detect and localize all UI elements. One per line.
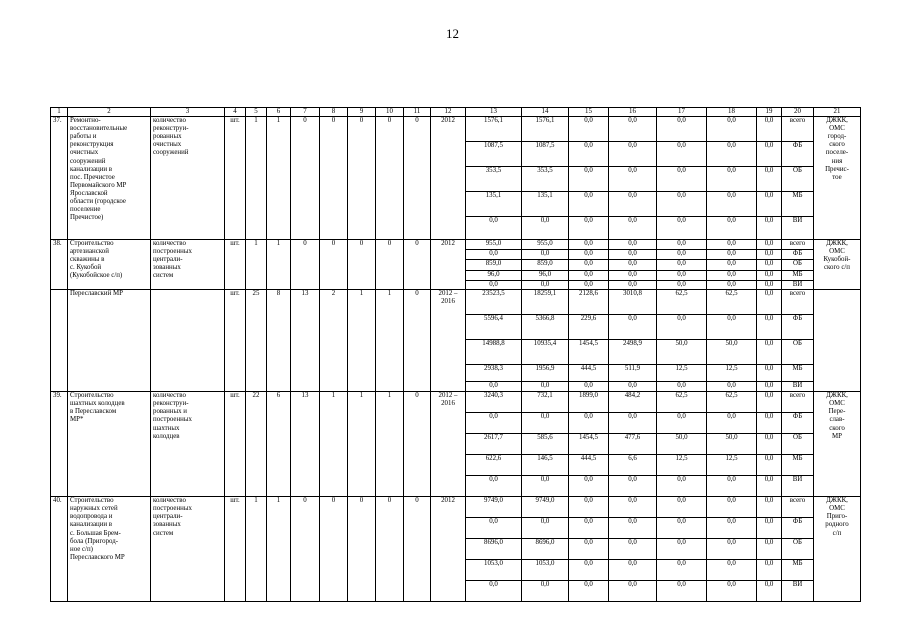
amount-cell: 0,0 bbox=[466, 281, 522, 290]
amount-cell: 0,0 bbox=[707, 117, 757, 142]
amount-cell: 0,0 bbox=[609, 142, 657, 167]
amount-cell: 12,5 bbox=[707, 455, 757, 476]
executor-cell bbox=[814, 290, 861, 392]
amount-cell: 0,0 bbox=[757, 117, 782, 142]
amount-cell: 955,0 bbox=[466, 240, 522, 250]
amount-cell: 0,0 bbox=[466, 382, 522, 392]
value-cell: 13 bbox=[291, 392, 320, 497]
unit-cell: шт. bbox=[225, 117, 246, 240]
amount-cell: 0,0 bbox=[657, 240, 707, 250]
amount-cell: 0,0 bbox=[522, 382, 569, 392]
amount-cell: 0,0 bbox=[522, 413, 569, 434]
row-number: 39. bbox=[51, 392, 68, 497]
indicator-name bbox=[151, 290, 225, 392]
column-number: 7 bbox=[291, 108, 320, 117]
source-cell: МБ bbox=[782, 271, 814, 281]
source-cell: ОБ bbox=[782, 434, 814, 455]
amount-cell: 0,0 bbox=[522, 476, 569, 497]
amount-cell: 0,0 bbox=[609, 518, 657, 539]
value-cell: 2 bbox=[320, 290, 348, 392]
column-number: 21 bbox=[814, 108, 861, 117]
amount-cell: 0,0 bbox=[522, 581, 569, 602]
amount-cell: 0,0 bbox=[609, 167, 657, 192]
amount-cell: 0,0 bbox=[657, 539, 707, 560]
value-cell: 0 bbox=[376, 240, 404, 290]
amount-cell: 0,0 bbox=[609, 250, 657, 260]
indicator-name: количество реконструи- рованных очистных сооружений bbox=[151, 117, 225, 240]
amount-cell: 0,0 bbox=[707, 315, 757, 340]
value-cell: 1 bbox=[246, 240, 267, 290]
amount-cell: 0,0 bbox=[609, 281, 657, 290]
amount-cell: 6,6 bbox=[609, 455, 657, 476]
amount-cell: 62,5 bbox=[707, 290, 757, 315]
value-cell: 13 bbox=[291, 290, 320, 392]
amount-cell: 0,0 bbox=[707, 167, 757, 192]
amount-cell: 0,0 bbox=[757, 340, 782, 365]
period-cell: 2012 – 2016 bbox=[431, 290, 466, 392]
amount-cell: 8696,0 bbox=[466, 539, 522, 560]
value-cell: 0 bbox=[348, 240, 376, 290]
amount-cell: 0,0 bbox=[707, 413, 757, 434]
amount-cell: 0,0 bbox=[569, 217, 609, 240]
period-cell: 2012 bbox=[431, 117, 466, 240]
amount-cell: 444,5 bbox=[569, 455, 609, 476]
value-cell: 6 bbox=[267, 392, 291, 497]
amount-cell: 0,0 bbox=[466, 518, 522, 539]
amount-cell: 0,0 bbox=[569, 240, 609, 250]
amount-cell: 2498,9 bbox=[609, 340, 657, 365]
amount-cell: 0,0 bbox=[757, 539, 782, 560]
amount-cell: 0,0 bbox=[466, 217, 522, 240]
column-number: 13 bbox=[466, 108, 522, 117]
amount-cell: 0,0 bbox=[707, 240, 757, 250]
amount-cell: 5366,8 bbox=[522, 315, 569, 340]
amount-cell: 2617,7 bbox=[466, 434, 522, 455]
amount-cell: 0,0 bbox=[657, 382, 707, 392]
amount-cell: 0,0 bbox=[757, 392, 782, 413]
amount-cell: 23523,5 bbox=[466, 290, 522, 315]
value-cell: 0 bbox=[291, 117, 320, 240]
amount-cell: 0,0 bbox=[757, 142, 782, 167]
column-number: 3 bbox=[151, 108, 225, 117]
amount-cell: 9749,0 bbox=[522, 497, 569, 518]
value-cell: 8 bbox=[267, 290, 291, 392]
amount-cell: 1956,9 bbox=[522, 365, 569, 382]
amount-cell: 0,0 bbox=[657, 315, 707, 340]
measure-name: Строительство шахтных колодцев в Переславском МР* bbox=[68, 392, 151, 497]
amount-cell: 0,0 bbox=[657, 250, 707, 260]
source-cell: всего bbox=[782, 290, 814, 315]
amount-cell: 0,0 bbox=[657, 497, 707, 518]
amount-cell: 0,0 bbox=[707, 497, 757, 518]
amount-cell: 0,0 bbox=[757, 167, 782, 192]
amount-cell: 0,0 bbox=[569, 382, 609, 392]
source-cell: ВИ bbox=[782, 281, 814, 290]
amount-cell: 0,0 bbox=[569, 560, 609, 581]
value-cell: 0 bbox=[348, 117, 376, 240]
amount-cell: 477,6 bbox=[609, 434, 657, 455]
column-number: 10 bbox=[376, 108, 404, 117]
amount-cell: 0,0 bbox=[569, 581, 609, 602]
source-cell: ВИ bbox=[782, 581, 814, 602]
source-cell: МБ bbox=[782, 560, 814, 581]
column-number: 14 bbox=[522, 108, 569, 117]
amount-cell: 1899,0 bbox=[569, 392, 609, 413]
row-number: 37. bbox=[51, 117, 68, 240]
amount-cell: 0,0 bbox=[609, 260, 657, 271]
amount-cell: 135,1 bbox=[466, 192, 522, 217]
amount-cell: 1087,5 bbox=[466, 142, 522, 167]
value-cell: 22 bbox=[246, 392, 267, 497]
source-cell: ФБ bbox=[782, 315, 814, 340]
amount-cell: 0,0 bbox=[657, 260, 707, 271]
measure-name: Строительство артезианской скважины в с. Кукобой (Кукобойское с/п) bbox=[68, 240, 151, 290]
value-cell: 0 bbox=[404, 392, 431, 497]
amount-cell: 0,0 bbox=[466, 250, 522, 260]
value-cell: 1 bbox=[348, 290, 376, 392]
amount-cell: 0,0 bbox=[757, 518, 782, 539]
amount-cell: 0,0 bbox=[757, 260, 782, 271]
amount-cell: 353,5 bbox=[522, 167, 569, 192]
source-cell: всего bbox=[782, 240, 814, 250]
amount-cell: 62,5 bbox=[657, 290, 707, 315]
amount-cell: 0,0 bbox=[609, 315, 657, 340]
amount-cell: 18259,1 bbox=[522, 290, 569, 315]
program-table bbox=[50, 107, 861, 602]
executor-cell: ДЖКК, ОМС Приго- родного с/п bbox=[814, 497, 861, 602]
amount-cell: 0,0 bbox=[657, 560, 707, 581]
column-number: 1 bbox=[51, 108, 68, 117]
measure-name: Переславский МР bbox=[68, 290, 151, 392]
amount-cell: 0,0 bbox=[609, 217, 657, 240]
amount-cell: 0,0 bbox=[657, 281, 707, 290]
amount-cell: 0,0 bbox=[657, 581, 707, 602]
source-cell: всего bbox=[782, 117, 814, 142]
executor-cell: ДЖКК, ОМС город- ского поселе- ния Пречис- тое bbox=[814, 117, 861, 240]
amount-cell: 0,0 bbox=[569, 192, 609, 217]
amount-cell: 0,0 bbox=[657, 167, 707, 192]
amount-cell: 0,0 bbox=[657, 271, 707, 281]
amount-cell: 0,0 bbox=[707, 217, 757, 240]
executor-cell: ДЖКК, ОМС Пере- слав- ского МР bbox=[814, 392, 861, 497]
amount-cell: 62,5 bbox=[707, 392, 757, 413]
amount-cell: 0,0 bbox=[569, 539, 609, 560]
amount-cell: 0,0 bbox=[466, 413, 522, 434]
amount-cell: 1576,1 bbox=[466, 117, 522, 142]
amount-cell: 229,6 bbox=[569, 315, 609, 340]
amount-cell: 96,0 bbox=[466, 271, 522, 281]
amount-cell: 0,0 bbox=[609, 539, 657, 560]
value-cell: 0 bbox=[404, 117, 431, 240]
amount-cell: 0,0 bbox=[707, 476, 757, 497]
amount-cell: 50,0 bbox=[657, 340, 707, 365]
amount-cell: 0,0 bbox=[707, 260, 757, 271]
amount-cell: 0,0 bbox=[569, 497, 609, 518]
value-cell: 1 bbox=[320, 392, 348, 497]
column-number: 18 bbox=[707, 108, 757, 117]
column-number: 19 bbox=[757, 108, 782, 117]
amount-cell: 0,0 bbox=[757, 250, 782, 260]
amount-cell: 0,0 bbox=[569, 413, 609, 434]
indicator-name: количество построенных централи- зованных систем bbox=[151, 240, 225, 290]
row-number: 38. bbox=[51, 240, 68, 290]
value-cell: 0 bbox=[348, 497, 376, 602]
amount-cell: 0,0 bbox=[757, 413, 782, 434]
amount-cell: 0,0 bbox=[609, 271, 657, 281]
amount-cell: 0,0 bbox=[609, 476, 657, 497]
column-number: 5 bbox=[246, 108, 267, 117]
amount-cell: 96,0 bbox=[522, 271, 569, 281]
amount-cell: 9749,0 bbox=[466, 497, 522, 518]
table-row bbox=[51, 497, 861, 518]
source-cell: ФБ bbox=[782, 250, 814, 260]
amount-cell: 0,0 bbox=[657, 413, 707, 434]
source-cell: МБ bbox=[782, 192, 814, 217]
amount-cell: 0,0 bbox=[757, 217, 782, 240]
amount-cell: 0,0 bbox=[757, 560, 782, 581]
amount-cell: 0,0 bbox=[757, 271, 782, 281]
table-row bbox=[51, 392, 861, 413]
source-cell: ФБ bbox=[782, 142, 814, 167]
unit-cell: шт. bbox=[225, 497, 246, 602]
amount-cell: 0,0 bbox=[757, 281, 782, 290]
amount-cell: 0,0 bbox=[569, 476, 609, 497]
amount-cell: 0,0 bbox=[657, 192, 707, 217]
source-cell: ФБ bbox=[782, 413, 814, 434]
amount-cell: 585,6 bbox=[522, 434, 569, 455]
amount-cell: 0,0 bbox=[757, 581, 782, 602]
source-cell: ВИ bbox=[782, 217, 814, 240]
amount-cell: 0,0 bbox=[609, 240, 657, 250]
row-number bbox=[51, 290, 68, 392]
unit-cell: шт. bbox=[225, 290, 246, 392]
column-number: 12 bbox=[431, 108, 466, 117]
table-row bbox=[51, 290, 861, 315]
amount-cell: 50,0 bbox=[707, 434, 757, 455]
amount-cell: 1087,5 bbox=[522, 142, 569, 167]
amount-cell: 0,0 bbox=[657, 476, 707, 497]
source-cell: ВИ bbox=[782, 382, 814, 392]
value-cell: 1 bbox=[376, 392, 404, 497]
amount-cell: 0,0 bbox=[569, 250, 609, 260]
amount-cell: 622,6 bbox=[466, 455, 522, 476]
value-cell: 0 bbox=[291, 240, 320, 290]
amount-cell: 2128,6 bbox=[569, 290, 609, 315]
amount-cell: 0,0 bbox=[707, 539, 757, 560]
column-number: 2 bbox=[68, 108, 151, 117]
table-row bbox=[51, 117, 861, 142]
source-cell: ОБ bbox=[782, 167, 814, 192]
column-number-row bbox=[51, 108, 861, 117]
amount-cell: 1454,5 bbox=[569, 434, 609, 455]
indicator-name: количество реконструи- рованных и построенных шахтных колодцев bbox=[151, 392, 225, 497]
value-cell: 1 bbox=[246, 117, 267, 240]
amount-cell: 2938,3 bbox=[466, 365, 522, 382]
period-cell: 2012 – 2016 bbox=[431, 392, 466, 497]
value-cell: 1 bbox=[246, 497, 267, 602]
amount-cell: 50,0 bbox=[707, 340, 757, 365]
amount-cell: 12,5 bbox=[707, 365, 757, 382]
value-cell: 1 bbox=[348, 392, 376, 497]
amount-cell: 0,0 bbox=[757, 434, 782, 455]
amount-cell: 1576,1 bbox=[522, 117, 569, 142]
source-cell: ОБ bbox=[782, 539, 814, 560]
value-cell: 1 bbox=[267, 497, 291, 602]
amount-cell: 0,0 bbox=[569, 142, 609, 167]
amount-cell: 10935,4 bbox=[522, 340, 569, 365]
amount-cell: 12,5 bbox=[657, 365, 707, 382]
value-cell: 0 bbox=[320, 117, 348, 240]
amount-cell: 1454,5 bbox=[569, 340, 609, 365]
amount-cell: 3010,8 bbox=[609, 290, 657, 315]
indicator-name: количество построенных централи- зованных систем bbox=[151, 497, 225, 602]
value-cell: 0 bbox=[404, 290, 431, 392]
period-cell: 2012 bbox=[431, 497, 466, 602]
amount-cell: 484,2 bbox=[609, 392, 657, 413]
amount-cell: 0,0 bbox=[757, 455, 782, 476]
source-cell: всего bbox=[782, 497, 814, 518]
period-cell: 2012 bbox=[431, 240, 466, 290]
amount-cell: 0,0 bbox=[707, 382, 757, 392]
amount-cell: 0,0 bbox=[522, 217, 569, 240]
column-number: 4 bbox=[225, 108, 246, 117]
amount-cell: 8696,0 bbox=[522, 539, 569, 560]
amount-cell: 1053,0 bbox=[466, 560, 522, 581]
amount-cell: 859,0 bbox=[466, 260, 522, 271]
amount-cell: 732,1 bbox=[522, 392, 569, 413]
amount-cell: 3240,3 bbox=[466, 392, 522, 413]
amount-cell: 0,0 bbox=[569, 117, 609, 142]
amount-cell: 0,0 bbox=[757, 497, 782, 518]
amount-cell: 12,5 bbox=[657, 455, 707, 476]
amount-cell: 0,0 bbox=[657, 142, 707, 167]
amount-cell: 0,0 bbox=[707, 581, 757, 602]
value-cell: 0 bbox=[320, 240, 348, 290]
amount-cell: 511,9 bbox=[609, 365, 657, 382]
table-row bbox=[51, 240, 861, 250]
page-number: 12 bbox=[446, 26, 459, 41]
value-cell: 1 bbox=[376, 290, 404, 392]
source-cell: ОБ bbox=[782, 340, 814, 365]
amount-cell: 0,0 bbox=[569, 271, 609, 281]
amount-cell: 955,0 bbox=[522, 240, 569, 250]
amount-cell: 0,0 bbox=[609, 581, 657, 602]
amount-cell: 0,0 bbox=[757, 382, 782, 392]
amount-cell: 62,5 bbox=[657, 392, 707, 413]
amount-cell: 0,0 bbox=[569, 167, 609, 192]
amount-cell: 0,0 bbox=[609, 192, 657, 217]
amount-cell: 0,0 bbox=[466, 581, 522, 602]
amount-cell: 0,0 bbox=[707, 518, 757, 539]
amount-cell: 146,5 bbox=[522, 455, 569, 476]
value-cell: 0 bbox=[320, 497, 348, 602]
amount-cell: 0,0 bbox=[707, 281, 757, 290]
source-cell: МБ bbox=[782, 365, 814, 382]
source-cell: всего bbox=[782, 392, 814, 413]
value-cell: 0 bbox=[404, 497, 431, 602]
source-cell: ОБ bbox=[782, 260, 814, 271]
amount-cell: 0,0 bbox=[707, 192, 757, 217]
value-cell: 25 bbox=[246, 290, 267, 392]
amount-cell: 0,0 bbox=[522, 250, 569, 260]
executor-cell: ДЖКК, ОМС Кукобой- ского с/п bbox=[814, 240, 861, 290]
column-number: 20 bbox=[782, 108, 814, 117]
amount-cell: 50,0 bbox=[657, 434, 707, 455]
value-cell: 0 bbox=[376, 497, 404, 602]
amount-cell: 0,0 bbox=[466, 476, 522, 497]
amount-cell: 0,0 bbox=[609, 497, 657, 518]
amount-cell: 0,0 bbox=[609, 117, 657, 142]
measure-name: Ремонтно- восстановительные работы и реконструкция очистных сооружений канализации в пос. Пречистое Первомайского МР Ярославской области (городское поселение Пречистое) bbox=[68, 117, 151, 240]
amount-cell: 0,0 bbox=[757, 365, 782, 382]
amount-cell: 444,5 bbox=[569, 365, 609, 382]
amount-cell: 0,0 bbox=[657, 518, 707, 539]
row-number: 40. bbox=[51, 497, 68, 602]
amount-cell: 14988,8 bbox=[466, 340, 522, 365]
source-cell: МБ bbox=[782, 455, 814, 476]
amount-cell: 5596,4 bbox=[466, 315, 522, 340]
unit-cell: шт. bbox=[225, 392, 246, 497]
amount-cell: 0,0 bbox=[522, 281, 569, 290]
value-cell: 0 bbox=[376, 117, 404, 240]
value-cell: 1 bbox=[267, 117, 291, 240]
amount-cell: 0,0 bbox=[657, 117, 707, 142]
value-cell: 0 bbox=[291, 497, 320, 602]
amount-cell: 0,0 bbox=[609, 382, 657, 392]
measure-name: Строительство наружных сетей водопровода и канализации в с. Большая Брем- бола (Пригород- ное с/п) Переславского МР bbox=[68, 497, 151, 602]
unit-cell: шт. bbox=[225, 240, 246, 290]
amount-cell: 0,0 bbox=[757, 476, 782, 497]
amount-cell: 0,0 bbox=[522, 518, 569, 539]
value-cell: 1 bbox=[267, 240, 291, 290]
value-cell: 0 bbox=[404, 240, 431, 290]
column-number: 15 bbox=[569, 108, 609, 117]
source-cell: ВИ bbox=[782, 476, 814, 497]
amount-cell: 0,0 bbox=[757, 315, 782, 340]
amount-cell: 135,1 bbox=[522, 192, 569, 217]
amount-cell: 0,0 bbox=[757, 240, 782, 250]
column-number: 8 bbox=[320, 108, 348, 117]
column-number: 9 bbox=[348, 108, 376, 117]
amount-cell: 0,0 bbox=[707, 560, 757, 581]
amount-cell: 0,0 bbox=[609, 560, 657, 581]
column-number: 16 bbox=[609, 108, 657, 117]
amount-cell: 0,0 bbox=[569, 518, 609, 539]
amount-cell: 0,0 bbox=[569, 260, 609, 271]
amount-cell: 0,0 bbox=[707, 271, 757, 281]
source-cell: ФБ bbox=[782, 518, 814, 539]
amount-cell: 0,0 bbox=[707, 142, 757, 167]
amount-cell: 353,5 bbox=[466, 167, 522, 192]
column-number: 6 bbox=[267, 108, 291, 117]
amount-cell: 0,0 bbox=[569, 281, 609, 290]
amount-cell: 0,0 bbox=[609, 413, 657, 434]
amount-cell: 0,0 bbox=[757, 290, 782, 315]
column-number: 11 bbox=[404, 108, 431, 117]
amount-cell: 0,0 bbox=[657, 217, 707, 240]
amount-cell: 0,0 bbox=[757, 192, 782, 217]
column-number: 17 bbox=[657, 108, 707, 117]
amount-cell: 0,0 bbox=[707, 250, 757, 260]
amount-cell: 859,0 bbox=[522, 260, 569, 271]
amount-cell: 1053,0 bbox=[522, 560, 569, 581]
